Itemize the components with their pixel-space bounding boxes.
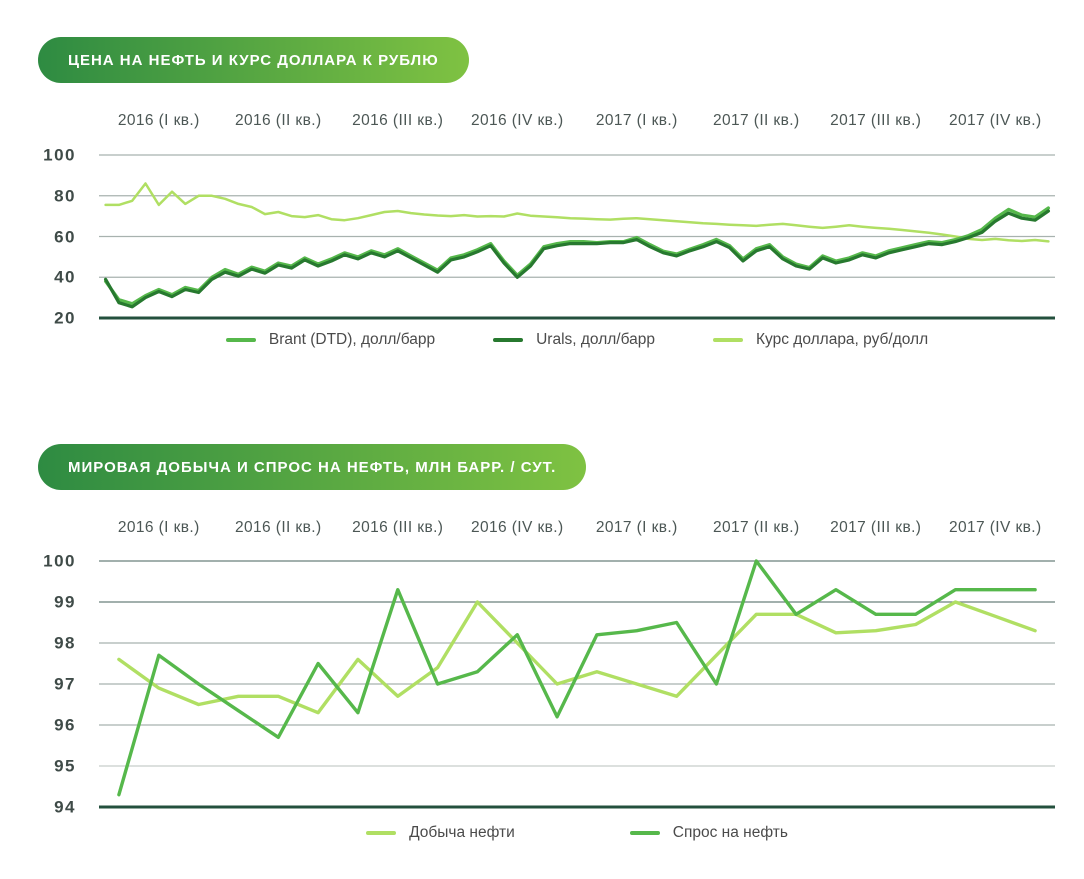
usd-rate-legend-label: Курс доллара, руб/долл	[756, 331, 929, 348]
legend-item-production	[366, 824, 515, 842]
x-axis-label-2: 2016 (III кв.)	[352, 519, 444, 536]
x-axis-label-3: 2016 (IV кв.)	[470, 519, 564, 536]
y-tick-label-98: 98	[54, 633, 76, 653]
legend-item-urals	[493, 331, 655, 349]
x-axis-label-6: 2017 (III кв.)	[830, 519, 922, 536]
y-tick-label-40: 40	[54, 267, 76, 287]
production-line-swatch-icon	[366, 831, 396, 835]
x-axis-label-3: 2016 (IV кв.)	[470, 112, 564, 129]
x-axis-label-1: 2016 (II кв.)	[234, 519, 322, 536]
production-legend-label: Добыча нефти	[409, 824, 515, 841]
production-demand-chart-canvas	[99, 561, 1055, 810]
production-line	[119, 602, 1035, 713]
y-tick-label-20: 20	[54, 308, 76, 328]
x-axis-label-6: 2017 (III кв.)	[830, 112, 922, 129]
oil-price-chart-canvas	[99, 155, 1055, 321]
demand-line	[119, 561, 1035, 795]
x-axis-label-7: 2017 (IV кв.)	[948, 519, 1042, 536]
urals-line	[106, 211, 1049, 307]
oil-price-chart-title	[38, 37, 469, 83]
usd-rate-line	[106, 184, 1049, 242]
production-demand-chart-title-text: МИРОВАЯ ДОБЫЧА И СПРОС НА НЕФТЬ, МЛН БАРР. / СУТ.	[68, 458, 557, 476]
production-demand-chart-legend	[99, 824, 1055, 842]
brent-line	[106, 208, 1049, 304]
oil-price-chart-title-text: ЦЕНА НА НЕФТЬ И КУРС ДОЛЛАРА К РУБЛЮ	[68, 51, 439, 69]
oil-price-chart-plot	[43, 145, 1055, 328]
x-axis-label-0: 2016 (I кв.)	[117, 112, 200, 129]
x-axis-label-1: 2016 (II кв.)	[234, 112, 322, 129]
x-axis-label-7: 2017 (IV кв.)	[948, 112, 1042, 129]
production-demand-chart-title	[38, 444, 586, 490]
legend-item-brent	[226, 331, 435, 349]
y-tick-label-100: 100	[43, 551, 76, 571]
y-tick-label-80: 80	[54, 186, 76, 206]
brent-line-swatch-icon	[226, 338, 256, 342]
x-axis-label-4: 2017 (I кв.)	[595, 519, 678, 536]
demand-legend-label: Спрос на нефть	[672, 824, 788, 841]
demand-line-swatch-icon	[630, 831, 660, 835]
production-demand-chart-plot	[43, 551, 1055, 817]
x-axis-label-4: 2017 (I кв.)	[595, 112, 678, 129]
oil-price-chart-x-axis	[99, 112, 1055, 130]
y-tick-label-94: 94	[54, 797, 76, 817]
y-tick-label-100: 100	[43, 145, 76, 165]
y-tick-label-99: 99	[54, 592, 76, 612]
x-axis-label-5: 2017 (II кв.)	[712, 112, 800, 129]
usd-rate-line-swatch-icon	[713, 338, 743, 342]
x-axis-label-0: 2016 (I кв.)	[117, 519, 200, 536]
y-tick-label-60: 60	[54, 227, 76, 246]
production-demand-chart-x-axis	[99, 519, 1055, 537]
x-axis-label-2: 2016 (III кв.)	[352, 112, 444, 129]
brent-legend-label: Brant (DTD), долл/барр	[268, 331, 436, 348]
urals-line-swatch-icon	[493, 338, 523, 342]
legend-item-demand	[630, 824, 788, 842]
y-tick-label-96: 96	[54, 715, 76, 735]
urals-legend-label: Urals, долл/барр	[536, 331, 655, 348]
legend-item-usd-rate	[713, 331, 928, 349]
y-tick-label-95: 95	[54, 756, 76, 776]
oil-price-chart-legend	[99, 331, 1055, 349]
y-tick-label-97: 97	[54, 674, 76, 694]
x-axis-label-5: 2017 (II кв.)	[712, 519, 800, 536]
